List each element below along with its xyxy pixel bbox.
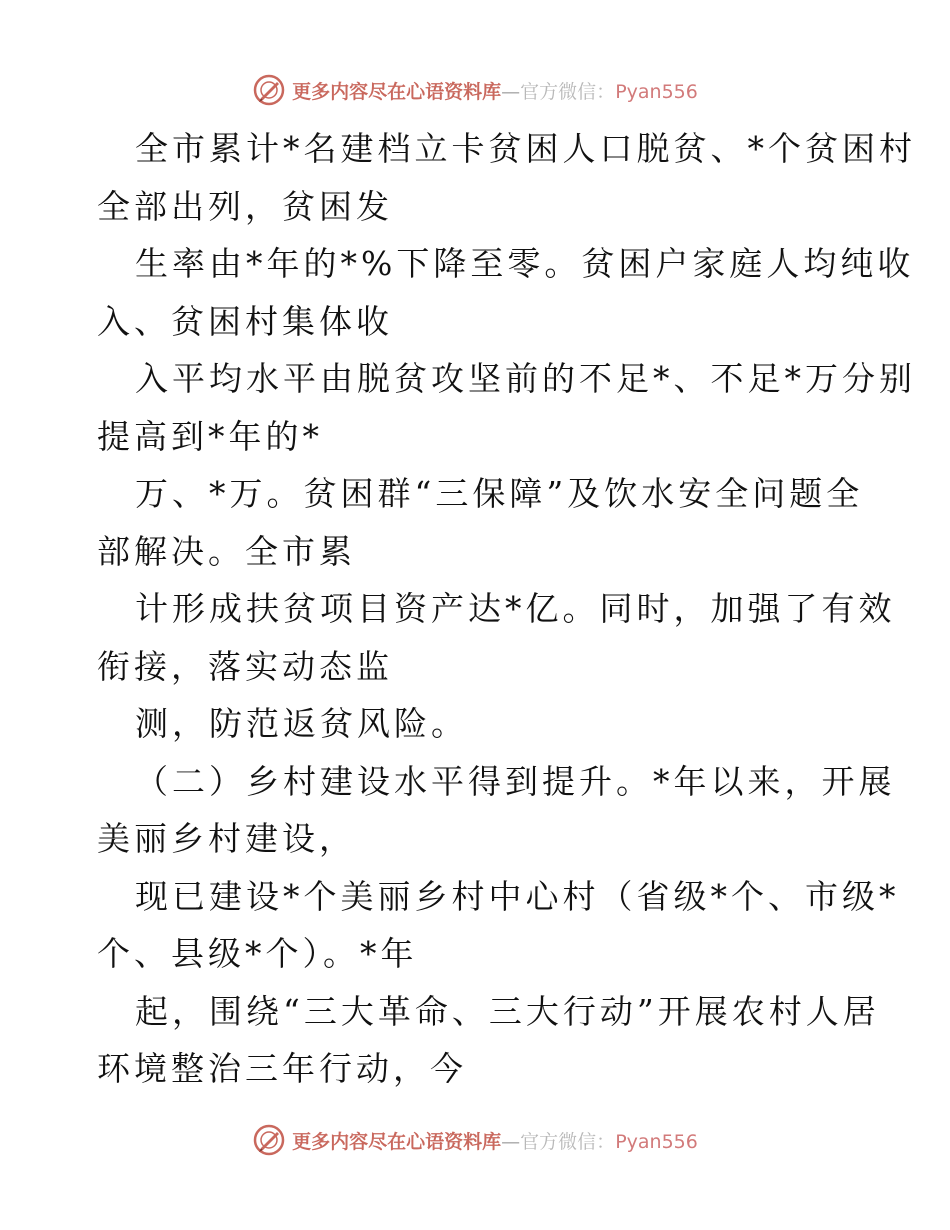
watermark-inner: [252, 1123, 698, 1157]
text-line: 提高到*年的*: [97, 416, 323, 456]
watermark-id: Pyan556: [615, 80, 698, 103]
watermark-separator: —: [501, 1130, 521, 1153]
footer-watermark: [0, 1120, 950, 1160]
watermark-brand: 更多内容尽在心语资料库: [292, 80, 502, 103]
watermark-id: Pyan556: [615, 1130, 698, 1153]
text-line: 入、贫困村集体收: [97, 301, 393, 341]
pen-logo-icon: [252, 1123, 286, 1157]
watermark-inner: [252, 73, 698, 107]
text-line: 部解决。全市累: [97, 531, 356, 571]
text-line: 现已建设*个美丽乡村中心村（省级*个、市级*: [135, 876, 900, 916]
document-body: [97, 120, 916, 1098]
text-line: 生率由*年的*%下降至零。贫困户家庭人均纯收: [135, 244, 915, 283]
watermark-separator: —: [501, 80, 521, 103]
text-line: （二）乡村建设水平得到提升。*年以来，开展: [135, 761, 896, 801]
text-line: 计形成扶贫项目资产达*亿。同时，加强了有效: [135, 589, 896, 628]
text-line: 全市累计*名建档立卡贫困人口脱贫、*个贫困村: [135, 129, 916, 168]
watermark-label: 官方微信：: [520, 80, 616, 103]
watermark-text: [292, 1127, 698, 1154]
text-line: 起，围绕“三大革命、三大行动”开展农村人居: [135, 991, 880, 1031]
text-line: 入平均水平由脱贫攻坚前的不足*、不足*万分别: [135, 359, 916, 398]
text-line: 全部出列，贫困发: [97, 186, 393, 226]
watermark-text: [292, 77, 698, 104]
text-line: 衔接，落实动态监: [97, 646, 393, 686]
watermark-label: 官方微信：: [520, 1130, 616, 1153]
watermark-brand: 更多内容尽在心语资料库: [292, 1130, 502, 1153]
text-line: 个、县级*个）。*年: [97, 934, 418, 973]
text-line: 美丽乡村建设，: [97, 819, 356, 858]
text-line: 环境整治三年行动，今: [97, 1049, 467, 1088]
text-line: 测，防范返贫风险。: [135, 704, 468, 743]
pen-logo-icon: [252, 73, 286, 107]
text-line: 万、*万。贫困群“三保障”及饮水安全问题全: [135, 474, 864, 513]
header-watermark: [0, 70, 950, 110]
